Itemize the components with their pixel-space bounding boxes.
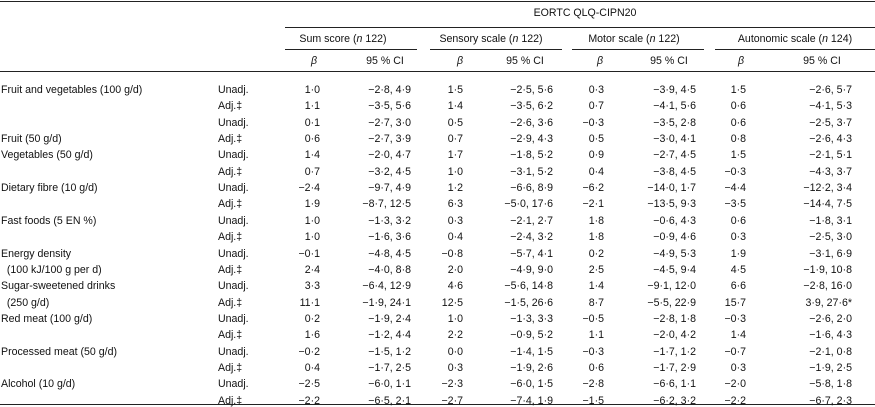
col-underline-motor <box>572 49 704 50</box>
row-label: Sugar-sweetened drinks <box>1 280 116 292</box>
ci-subheader: 95 % CI <box>506 55 544 67</box>
ci-value: −1·7, 2·5 <box>368 362 411 374</box>
ci-value: −2·5, 3·0 <box>809 231 852 243</box>
ci-value: −3·5, 5·6 <box>368 100 411 112</box>
ci-value: −2·6, 5·7 <box>809 84 852 96</box>
beta-value: 0·3 <box>447 362 463 374</box>
ci-value: −3·8, 4·5 <box>653 166 696 178</box>
n-symbol: n <box>512 33 519 45</box>
row-label: Alcohol (10 g/d) <box>1 378 76 390</box>
beta-value: −2·7 <box>441 395 463 407</box>
beta-value: 2·0 <box>447 264 463 276</box>
ci-value: −6·6, 1·1 <box>653 378 696 390</box>
sum-score-header <box>263 33 423 45</box>
autonomic-scale-header <box>715 33 875 45</box>
group-underline <box>285 27 875 28</box>
adjustment-label: Adj.‡ <box>218 329 243 341</box>
ci-value: −2·8, 16·0 <box>803 280 852 292</box>
beta-value: 0·6 <box>304 133 320 145</box>
ci-value: −0·9, 4·6 <box>653 231 696 243</box>
ci-value: −1·8, 3·1 <box>809 215 852 227</box>
row-label: Red meat (100 g/d) <box>1 313 93 325</box>
ci-value: −1·7, 1·2 <box>653 346 696 358</box>
ci-value: −1·4, 1·5 <box>510 346 553 358</box>
ci-value: −4·5, 9·4 <box>653 264 696 276</box>
adjustment-label: Adj.‡ <box>218 231 243 243</box>
beta-value: 1·1 <box>304 100 320 112</box>
col-underline-autonomic <box>715 49 875 50</box>
ci-value: −1·6, 3·6 <box>368 231 411 243</box>
ci-value: −2·7, 3·9 <box>368 133 411 145</box>
ci-value: −2·8, 1·8 <box>653 313 696 325</box>
ci-value: −12·2, 3·4 <box>803 182 852 194</box>
beta-value: 1·7 <box>447 149 463 161</box>
ci-subheader: 95 % CI <box>803 55 841 67</box>
ci-value: −6·5, 2·1 <box>368 395 411 407</box>
beta-value: −2·4 <box>298 182 320 194</box>
beta-value: −6·2 <box>582 182 604 194</box>
ci-value: −3·0, 4·1 <box>653 133 696 145</box>
ci-value: −2·6, 4·3 <box>809 133 852 145</box>
n-value: 122) <box>655 33 680 45</box>
ci-value: −2·1, 5·1 <box>809 149 852 161</box>
ci-value: −6·0, 1·5 <box>510 378 553 390</box>
adjustment-label: Unadj. <box>218 84 249 96</box>
ci-value: −2·0, 4·2 <box>653 329 696 341</box>
ci-value: −2·6, 3·6 <box>510 117 553 129</box>
ci-value: −4·3, 3·7 <box>809 166 852 178</box>
beta-value: 2·4 <box>304 264 320 276</box>
beta-value: −2·1 <box>582 198 604 210</box>
beta-value: 0·9 <box>588 149 604 161</box>
ci-value: −1·9, 2·6 <box>510 362 553 374</box>
adjustment-label: Adj.‡ <box>218 166 243 178</box>
beta-value: 4·6 <box>447 280 463 292</box>
beta-value: 1·4 <box>730 329 746 341</box>
ci-value: −9·7, 4·9 <box>368 182 411 194</box>
ci-value: −13·5, 9·3 <box>647 198 696 210</box>
beta-value: 8·7 <box>588 297 604 309</box>
beta-value: 0·4 <box>588 166 604 178</box>
ci-value: −5·6, 14·8 <box>504 280 553 292</box>
row-label: Energy density <box>1 248 72 260</box>
n-value: 124) <box>827 33 853 45</box>
adjustment-label: Adj.‡ <box>218 133 243 145</box>
adjustment-label: Unadj. <box>218 117 249 129</box>
ci-value: −3·2, 4·5 <box>368 166 411 178</box>
beta-value: 1·2 <box>447 182 463 194</box>
beta-value: 1·0 <box>304 231 320 243</box>
beta-value: −0·3 <box>724 313 746 325</box>
beta-value: 0·3 <box>588 84 604 96</box>
ci-value: −2·5, 5·6 <box>510 84 553 96</box>
motor-scale-header <box>554 33 714 45</box>
ci-value: −2·6, 2·0 <box>809 313 852 325</box>
n-symbol: n <box>356 33 363 45</box>
ci-value: −6·4, 12·9 <box>362 280 411 292</box>
ci-value: −1·3, 3·2 <box>368 215 411 227</box>
beta-subheader: β <box>456 55 464 67</box>
adjustment-label: Unadj. <box>218 248 249 260</box>
ci-value: −5·5, 22·9 <box>647 297 696 309</box>
ci-value: −14·4, 7·5 <box>803 198 852 210</box>
ci-value: −1·9, 10·8 <box>803 264 852 276</box>
column-label: Sum score ( <box>299 33 357 45</box>
beta-value: 1·1 <box>588 329 604 341</box>
ci-value: −1·9, 24·1 <box>362 297 411 309</box>
ci-value: −1·5, 26·6 <box>504 297 553 309</box>
adjustment-label: Unadj. <box>218 215 249 227</box>
ci-value: −2·4, 3·2 <box>510 231 553 243</box>
beta-value: 3·3 <box>304 280 320 292</box>
beta-value: 2·2 <box>447 329 463 341</box>
row-label: (100 kJ/100 g per d) <box>1 264 102 276</box>
ci-value: −6·0, 1·1 <box>368 378 411 390</box>
row-label: Processed meat (50 g/d) <box>1 346 117 358</box>
column-label: Motor scale ( <box>588 33 650 45</box>
beta-value: 0·1 <box>304 117 320 129</box>
row-label: Fruit (50 g/d) <box>1 133 62 145</box>
ci-value: −0·6, 4·3 <box>653 215 696 227</box>
adjustment-label: Unadj. <box>218 182 249 194</box>
beta-value: 0·5 <box>588 133 604 145</box>
ci-value: −2·0, 4·7 <box>368 149 411 161</box>
adjustment-label: Adj.‡ <box>218 395 243 407</box>
beta-value: 0·2 <box>588 248 604 260</box>
beta-value: 1·0 <box>304 84 320 96</box>
sensory-scale-header <box>411 33 571 45</box>
column-label: Sensory scale ( <box>439 33 513 45</box>
beta-value: 0·7 <box>588 100 604 112</box>
adjustment-label: Adj.‡ <box>218 297 243 309</box>
ci-value: −8·7, 12·5 <box>362 198 411 210</box>
beta-value: 1·5 <box>730 84 746 96</box>
beta-value: 0·3 <box>447 215 463 227</box>
ci-value: −3·5, 6·2 <box>510 100 553 112</box>
beta-value: 0·3 <box>730 231 746 243</box>
beta-value: −2·0 <box>724 378 746 390</box>
n-value: 122) <box>518 33 543 45</box>
adjustment-label: Unadj. <box>218 346 249 358</box>
row-label: Vegetables (50 g/d) <box>1 149 93 161</box>
beta-value: −0·5 <box>582 313 604 325</box>
ci-subheader: 95 % CI <box>366 55 404 67</box>
ci-value: −6·2, 3·2 <box>653 395 696 407</box>
adjustment-label: Adj.‡ <box>218 264 243 276</box>
ci-subheader: 95 % CI <box>650 55 688 67</box>
col-underline-sum <box>285 49 417 50</box>
group-title: EORTC QLQ-CIPN20 <box>533 7 637 19</box>
ci-value: −4·9, 9·0 <box>510 264 553 276</box>
ci-value: −1·6, 4·3 <box>809 329 852 341</box>
n-symbol: n <box>649 33 656 45</box>
ci-value: −2·8, 4·9 <box>368 84 411 96</box>
ci-value: −5·0, 17·6 <box>504 198 553 210</box>
beta-subheader: β <box>737 55 745 67</box>
beta-value: −2·5 <box>298 378 320 390</box>
ci-value: −1·3, 3·3 <box>510 313 553 325</box>
ci-value: 3·9, 27·6* <box>805 297 852 309</box>
row-label: Fast foods (5 EN %) <box>1 215 97 227</box>
ci-value: −6·6, 8·9 <box>510 182 553 194</box>
n-value: 122) <box>362 33 387 45</box>
beta-value: −1·5 <box>582 395 604 407</box>
beta-value: 1·0 <box>447 313 463 325</box>
beta-value: 0·8 <box>730 133 746 145</box>
ci-value: −4·1, 5·3 <box>809 100 852 112</box>
row-label: Fruit and vegetables (100 g/d) <box>1 84 143 96</box>
beta-value: −0·3 <box>724 166 746 178</box>
ci-value: −3·5, 2·8 <box>653 117 696 129</box>
beta-value: 1·6 <box>304 329 320 341</box>
ci-value: −1·9, 2·5 <box>809 362 852 374</box>
beta-value: −2·2 <box>724 395 746 407</box>
ci-value: −1·7, 2·9 <box>653 362 696 374</box>
beta-value: 0·6 <box>730 117 746 129</box>
adjustment-label: Unadj. <box>218 378 249 390</box>
ci-value: −1·2, 4·4 <box>368 329 411 341</box>
beta-value: 0·3 <box>730 362 746 374</box>
ci-value: −1·9, 2·4 <box>368 313 411 325</box>
ci-value: −4·8, 4·5 <box>368 248 411 260</box>
beta-value: 1·8 <box>588 215 604 227</box>
beta-value: 1·0 <box>447 166 463 178</box>
beta-subheader: β <box>596 55 604 67</box>
beta-value: −0·7 <box>724 346 746 358</box>
beta-value: −2·8 <box>582 378 604 390</box>
adjustment-label: Unadj. <box>218 149 249 161</box>
ci-value: −0·9, 5·2 <box>510 329 553 341</box>
ci-value: −3·9, 4·5 <box>653 84 696 96</box>
n-symbol: n <box>822 33 828 45</box>
ci-value: −4·0, 8·8 <box>368 264 411 276</box>
beta-value: 1·0 <box>304 215 320 227</box>
beta-value: 1·4 <box>304 149 320 161</box>
beta-value: 6·3 <box>447 198 463 210</box>
beta-value: 1·9 <box>304 198 320 210</box>
beta-value: 1·5 <box>730 149 746 161</box>
beta-value: 0·2 <box>304 313 320 325</box>
beta-subheader: β <box>310 55 318 67</box>
ci-value: −5·8, 1·8 <box>809 378 852 390</box>
beta-value: 0·0 <box>447 346 463 358</box>
adjustment-label: Adj.‡ <box>218 198 243 210</box>
ci-value: −7·4, 1·9 <box>510 395 553 407</box>
beta-value: 1·4 <box>447 100 463 112</box>
ci-value: −14·0, 1·7 <box>647 182 696 194</box>
beta-value: 0·4 <box>304 362 320 374</box>
ci-value: −2·9, 4·3 <box>510 133 553 145</box>
beta-value: 1·9 <box>730 248 746 260</box>
ci-value: −2·1, 2·7 <box>510 215 553 227</box>
beta-value: −4·4 <box>724 182 746 194</box>
beta-value: 6·6 <box>730 280 746 292</box>
beta-value: −2·2 <box>298 395 320 407</box>
header-bottom-rule <box>0 71 875 72</box>
beta-value: −0·1 <box>298 248 320 260</box>
ci-value: −5·7, 4·1 <box>510 248 553 260</box>
ci-value: −2·7, 4·5 <box>653 149 696 161</box>
adjustment-label: Adj.‡ <box>218 362 243 374</box>
beta-value: 0·5 <box>447 117 463 129</box>
beta-value: 0·6 <box>730 215 746 227</box>
row-label: (250 g/d) <box>1 297 50 309</box>
beta-value: −3·5 <box>724 198 746 210</box>
beta-value: 0·7 <box>447 133 463 145</box>
row-label: Dietary fibre (10 g/d) <box>1 182 98 194</box>
ci-value: −2·1, 0·8 <box>809 346 852 358</box>
beta-value: 15·7 <box>724 297 746 309</box>
beta-value: −0·8 <box>441 248 463 260</box>
beta-value: 1·4 <box>588 280 604 292</box>
beta-value: 0·6 <box>588 362 604 374</box>
beta-value: 1·5 <box>447 84 463 96</box>
ci-value: −2·7, 3·0 <box>368 117 411 129</box>
ci-value: −9·1, 12·0 <box>647 280 696 292</box>
beta-value: 2·5 <box>588 264 604 276</box>
top-rule <box>0 1 875 2</box>
ci-value: −6·7, 2·3 <box>809 395 852 407</box>
ci-value: −4·9, 5·3 <box>653 248 696 260</box>
adjustment-label: Adj.‡ <box>218 100 243 112</box>
adjustment-label: Unadj. <box>218 313 249 325</box>
ci-value: −4·1, 5·6 <box>653 100 696 112</box>
beta-value: 0·4 <box>447 231 463 243</box>
beta-value: −2·3 <box>441 378 463 390</box>
ci-value: −2·5, 3·7 <box>809 117 852 129</box>
ci-value: −1·8, 5·2 <box>510 149 553 161</box>
beta-value: 0·7 <box>304 166 320 178</box>
column-label: Autonomic scale ( <box>737 33 823 45</box>
beta-value: 4·5 <box>730 264 746 276</box>
ci-value: −1·5, 1·2 <box>368 346 411 358</box>
beta-value: 11·1 <box>299 297 320 309</box>
beta-value: 0·6 <box>730 100 746 112</box>
beta-value: 12·5 <box>441 297 463 309</box>
beta-value: −0·3 <box>582 346 604 358</box>
ci-value: −3·1, 6·9 <box>809 248 852 260</box>
beta-value: −0·2 <box>298 346 320 358</box>
adjustment-label: Unadj. <box>218 280 249 292</box>
beta-value: −0·3 <box>582 117 604 129</box>
beta-value: 1·8 <box>588 231 604 243</box>
ci-value: −3·1, 5·2 <box>510 166 553 178</box>
col-underline-sensory <box>430 49 562 50</box>
